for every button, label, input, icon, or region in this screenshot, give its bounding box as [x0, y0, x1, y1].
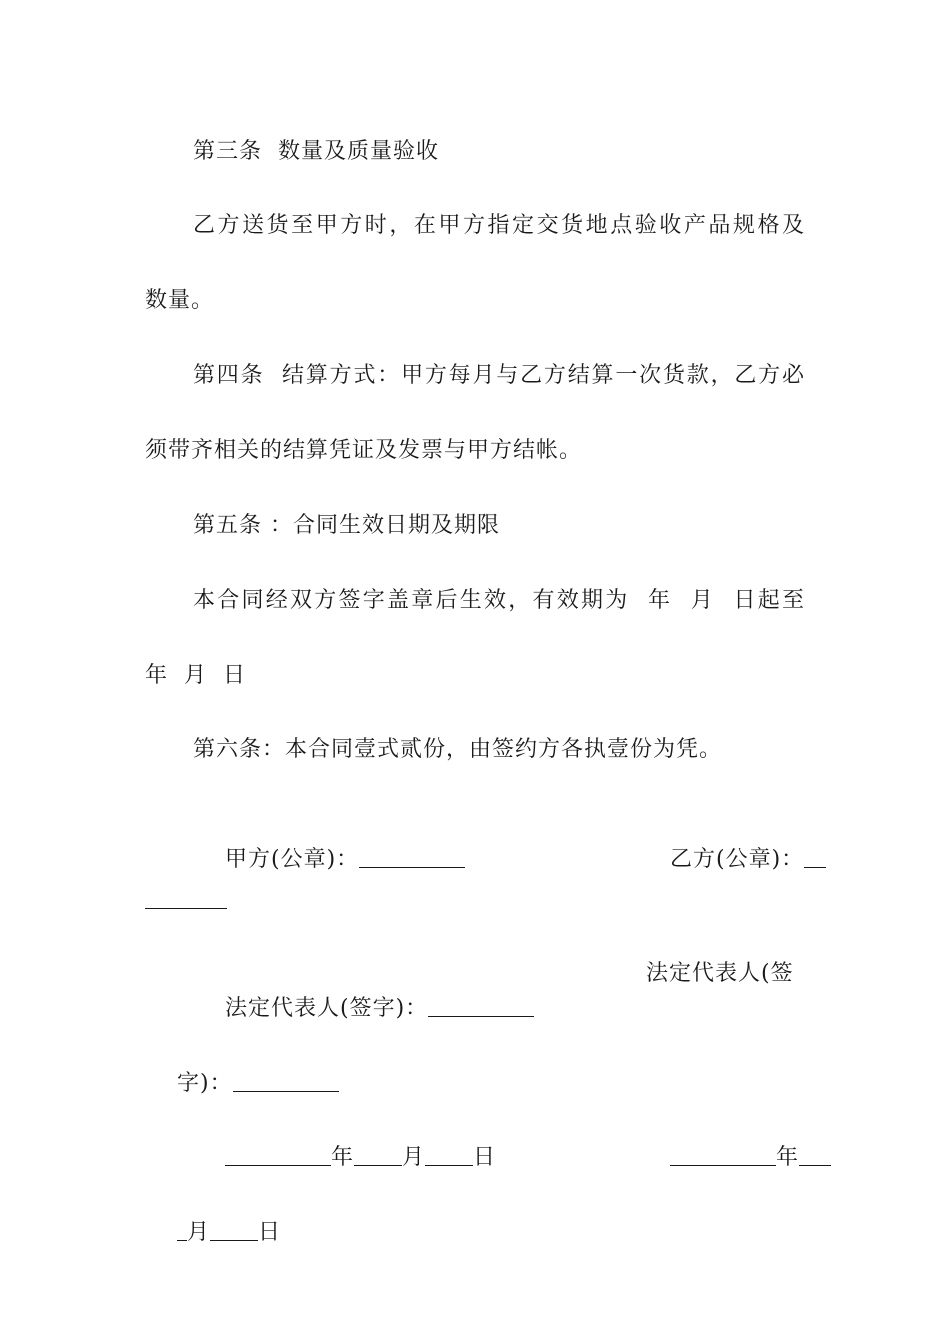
date-b-month-blank-start[interactable]: [799, 1139, 831, 1166]
party-b-seal-label: 乙方(公章)：: [669, 847, 805, 872]
article-4-line-1: 第四条 结算方式：甲方每月与乙方结算一次货款，乙方必: [193, 363, 805, 388]
article-5-body-line-2: 年 月 日: [145, 663, 246, 688]
date-b-day-label: 日: [258, 1220, 282, 1245]
date-b-year-label: 年: [775, 1145, 799, 1170]
date-a-month-label: 月: [402, 1145, 426, 1170]
article-3-body-line-1: 乙方送货至甲方时，在甲方指定交货地点验收产品规格及: [193, 213, 805, 238]
rep-a-label: 法定代表人(签字)：: [224, 996, 429, 1021]
article-6: 第六条：本合同壹式贰份，由签约方各执壹份为凭。: [193, 737, 723, 762]
rep-a-signature-blank[interactable]: [428, 990, 534, 1017]
date-a-day-blank[interactable]: [425, 1139, 473, 1166]
rep-b-signature-blank[interactable]: [233, 1065, 339, 1092]
date-b-month-blank-end[interactable]: [177, 1214, 187, 1241]
rep-b-label-line-2: 字)：: [176, 1071, 233, 1096]
date-a-year-blank[interactable]: [225, 1139, 331, 1166]
rep-b-label-line-1: 法定代表人(签: [646, 961, 794, 986]
article-5-title: 第五条 ：合同生效日期及期限: [193, 513, 500, 538]
party-a-seal-blank[interactable]: [359, 841, 465, 868]
date-b-row: [638, 1107, 808, 1170]
article-3-body-line-2: 数量。: [145, 288, 215, 313]
date-b-year-blank[interactable]: [670, 1139, 776, 1166]
party-a-seal-label: 甲方(公章)：: [224, 847, 360, 872]
date-b-day-blank[interactable]: [210, 1214, 258, 1241]
date-b-row-continued: [145, 1182, 805, 1245]
party-b-seal-blank-continued[interactable]: [145, 908, 227, 909]
article-3-title: 第三条 数量及质量验收: [193, 139, 439, 164]
date-a-month-blank[interactable]: [354, 1139, 402, 1166]
date-a-day-label: 日: [473, 1145, 497, 1170]
article-5-body-line-1: 本合同经双方签字盖章后生效，有效期为 年 月 日起至: [193, 588, 805, 613]
party-b-seal-blank-start[interactable]: [804, 841, 826, 868]
rep-b-row: [145, 1033, 805, 1096]
date-b-month-label: 月: [186, 1220, 210, 1245]
article-4-line-2: 须带齐相关的结算凭证及发票与甲方结帐。: [145, 438, 583, 463]
date-a-year-label: 年: [330, 1145, 354, 1170]
party-b-seal-row: [638, 809, 808, 872]
